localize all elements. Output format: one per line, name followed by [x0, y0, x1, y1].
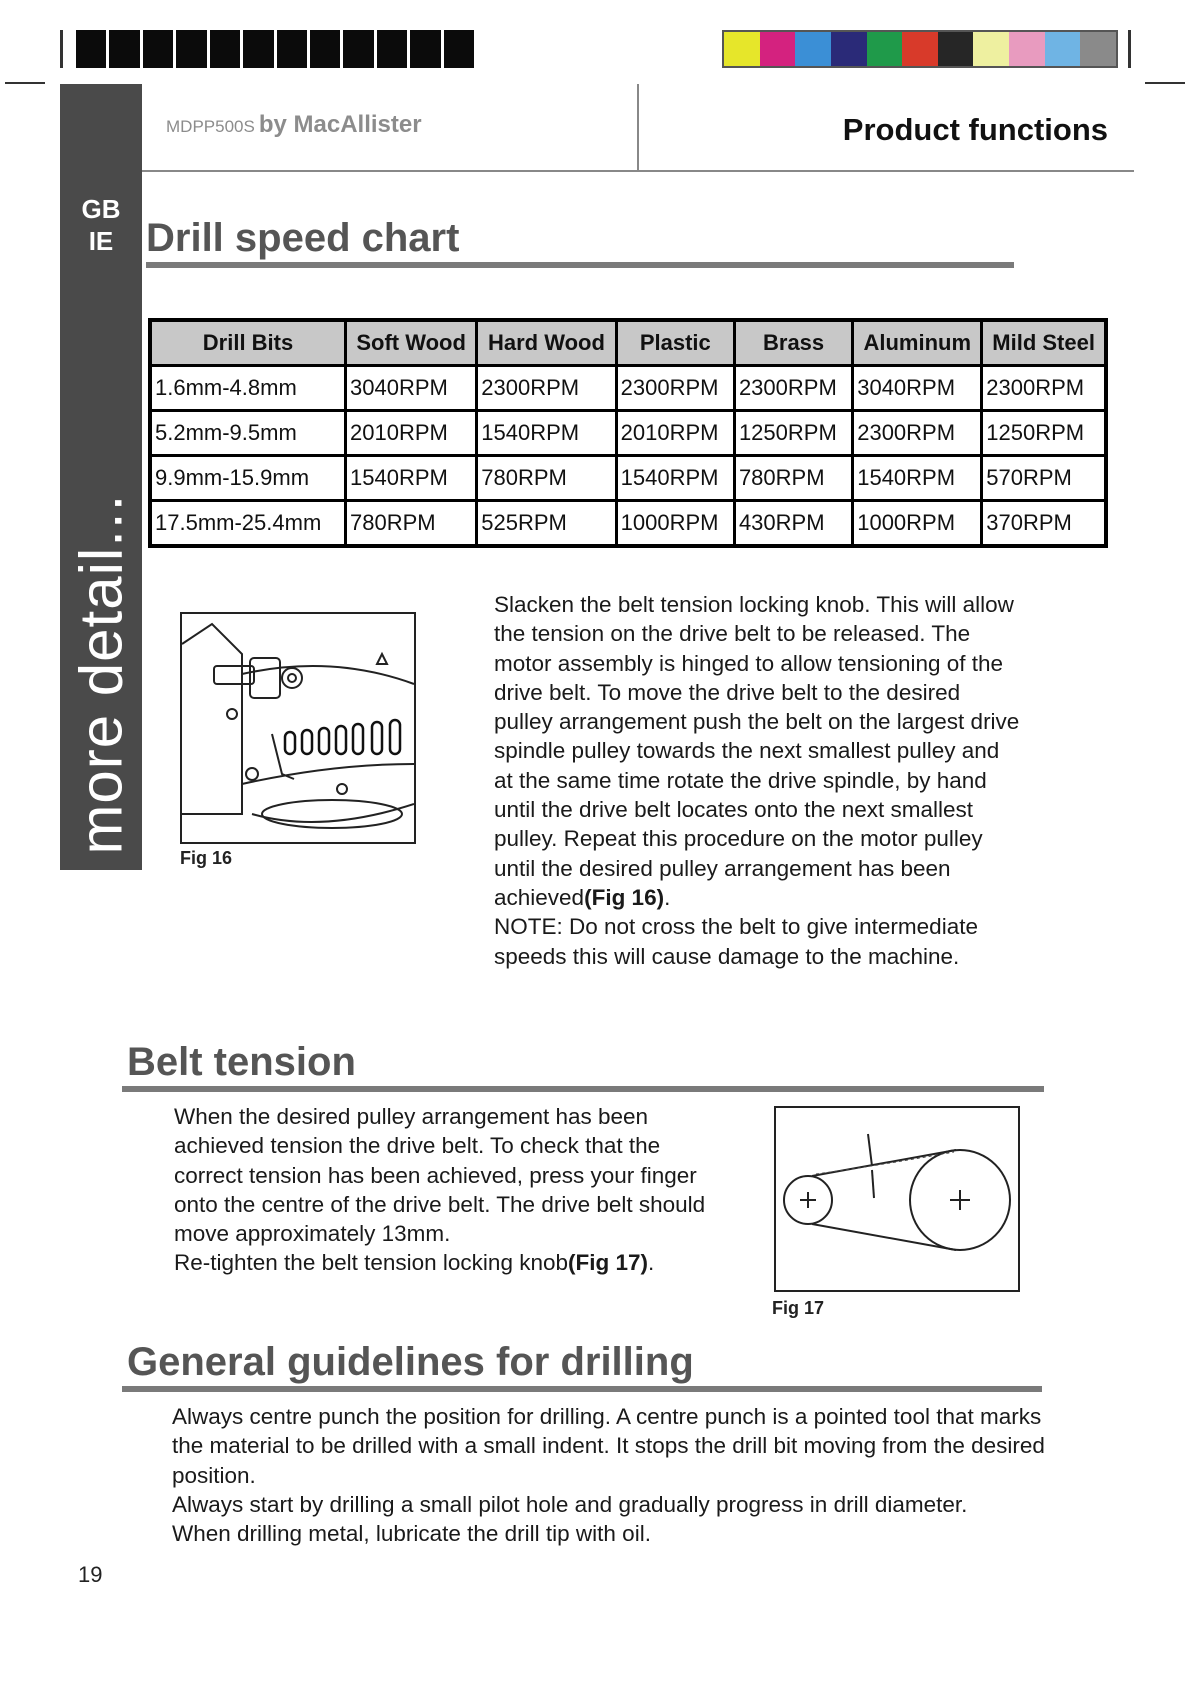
table-cell: 1250RPM — [982, 411, 1106, 456]
fig16-caption: Fig 16 — [180, 848, 233, 868]
page-section-title: Product functions — [842, 112, 1108, 147]
pulley-body: Slacken the belt tension locking knob. This will allow the tension on the drive belt to be released. The motor assembly is hinged to allow tensioning of the drive belt. To move the drive belt to the desired pulley arrangement push the belt on the largest drive spindle pulley towards the next smallest pulley and at the same time rotate the drive spindle, by hand until the drive belt locates onto the next smallest pulley. Repeat this procedure on the motor pulley until the desired pulley arrangement has been achieved — [494, 592, 1020, 910]
color-calibration-bar — [722, 30, 1118, 68]
pulley-body-end: . — [664, 884, 671, 910]
table-cell: 3040RPM — [853, 366, 982, 411]
table-cell: 780RPM — [346, 501, 477, 547]
fig17-caption: Fig 17 — [772, 1298, 825, 1318]
table-cell: 2300RPM — [734, 366, 852, 411]
header-divider-horizontal — [142, 170, 1134, 172]
table-cell: 2300RPM — [616, 366, 734, 411]
color-swatch — [938, 32, 974, 66]
lang-gb: GB — [81, 194, 121, 224]
table-cell: 1540RPM — [853, 456, 982, 501]
color-swatch — [867, 32, 903, 66]
table-cell: 1000RPM — [853, 501, 982, 547]
belt-tension-heading: Belt tension — [127, 1040, 356, 1084]
pulley-assembly-drawing — [182, 614, 414, 842]
color-swatch — [973, 32, 1009, 66]
guidelines-text — [172, 1402, 1052, 1548]
table-cell: 2010RPM — [616, 411, 734, 456]
column-header: Brass — [734, 320, 852, 366]
table-cell: 9.9mm-15.9mm — [150, 456, 346, 501]
fig17-reference: (Fig 17) — [568, 1250, 649, 1276]
registration-mark — [60, 30, 63, 68]
color-swatch — [724, 32, 760, 66]
table-cell: 525RPM — [477, 501, 616, 547]
vertical-section-label: In more detail... — [67, 493, 135, 925]
table-header-row — [150, 320, 1106, 366]
color-swatch — [760, 32, 796, 66]
table-cell: 5.2mm-9.5mm — [150, 411, 346, 456]
fig16-reference: (Fig 16) — [584, 884, 665, 910]
color-swatch — [1045, 32, 1081, 66]
page-number: 19 — [78, 1562, 103, 1587]
column-header: Drill Bits — [150, 320, 346, 366]
registration-black-bar — [76, 30, 474, 68]
registration-mark — [1128, 30, 1131, 68]
belt-pulley-drawing — [776, 1108, 1018, 1290]
belt-tension-text — [174, 1102, 710, 1278]
color-swatch — [795, 32, 831, 66]
table-cell: 430RPM — [734, 501, 852, 547]
color-swatch — [902, 32, 938, 66]
table-cell: 1540RPM — [477, 411, 616, 456]
table-row — [150, 366, 1106, 411]
table-cell: 2300RPM — [477, 366, 616, 411]
table-row — [150, 456, 1106, 501]
brand-line — [166, 111, 422, 139]
lang-ie: IE — [88, 226, 114, 256]
table-cell: 570RPM — [982, 456, 1106, 501]
table-cell: 780RPM — [477, 456, 616, 501]
drill-speed-table — [148, 318, 1108, 548]
color-swatch — [1080, 32, 1116, 66]
column-header: Hard Wood — [477, 320, 616, 366]
table-cell: 17.5mm-25.4mm — [150, 501, 346, 547]
table-cell: 1250RPM — [734, 411, 852, 456]
table-cell: 2010RPM — [346, 411, 477, 456]
column-header: Soft Wood — [346, 320, 477, 366]
brand-name: by MacAllister — [258, 111, 422, 138]
table-cell: 780RPM — [734, 456, 852, 501]
table-cell: 1540RPM — [346, 456, 477, 501]
model-number: MDPP500S — [166, 117, 255, 136]
retighten-end: . — [648, 1250, 655, 1276]
table-cell: 2300RPM — [982, 366, 1106, 411]
heading-rule — [122, 1086, 1044, 1092]
guideline-1: Always centre punch the position for drilling. A centre punch is a pointed tool that marks the material to be drilled with a small indent. It stops the drill bit moving from the desired position. — [172, 1404, 1045, 1488]
heading-rule — [146, 262, 1014, 268]
registration-mark — [5, 82, 45, 84]
column-header: Aluminum — [853, 320, 982, 366]
pulley-instructions — [494, 590, 1020, 971]
registration-mark — [1145, 82, 1185, 84]
color-swatch — [831, 32, 867, 66]
heading-rule — [122, 1386, 1042, 1392]
guideline-3: When drilling metal, lubricate the drill tip with oil. — [172, 1521, 651, 1547]
table-cell: 2300RPM — [853, 411, 982, 456]
table-row — [150, 411, 1106, 456]
color-swatch — [1009, 32, 1045, 66]
table-cell: 370RPM — [982, 501, 1106, 547]
fig17-illustration — [774, 1106, 1020, 1292]
side-language-tab — [60, 84, 142, 925]
table-row — [150, 501, 1106, 547]
retighten-text: Re-tighten the belt tension locking knob — [174, 1250, 569, 1276]
table-cell: 1540RPM — [616, 456, 734, 501]
header-divider-vertical — [637, 84, 639, 172]
belt-tension-body: When the desired pulley arrangement has been achieved tension the drive belt. To check that the correct tension has been achieved, press your finger onto the centre of the drive belt. The drive belt should move approximately 13mm. — [174, 1104, 706, 1247]
table-cell: 1000RPM — [616, 501, 734, 547]
drill-chart-heading: Drill speed chart — [146, 216, 460, 260]
guidelines-heading: General guidelines for drilling — [127, 1340, 694, 1384]
table-cell: 3040RPM — [346, 366, 477, 411]
column-header: Plastic — [616, 320, 734, 366]
pulley-note: NOTE: Do not cross the belt to give intermediate speeds this will cause damage to the machine. — [494, 914, 978, 969]
table-cell: 1.6mm-4.8mm — [150, 366, 346, 411]
fig16-illustration — [180, 612, 416, 844]
column-header: Mild Steel — [982, 320, 1106, 366]
guideline-2: Always start by drilling a small pilot hole and gradually progress in drill diameter. — [172, 1491, 968, 1517]
